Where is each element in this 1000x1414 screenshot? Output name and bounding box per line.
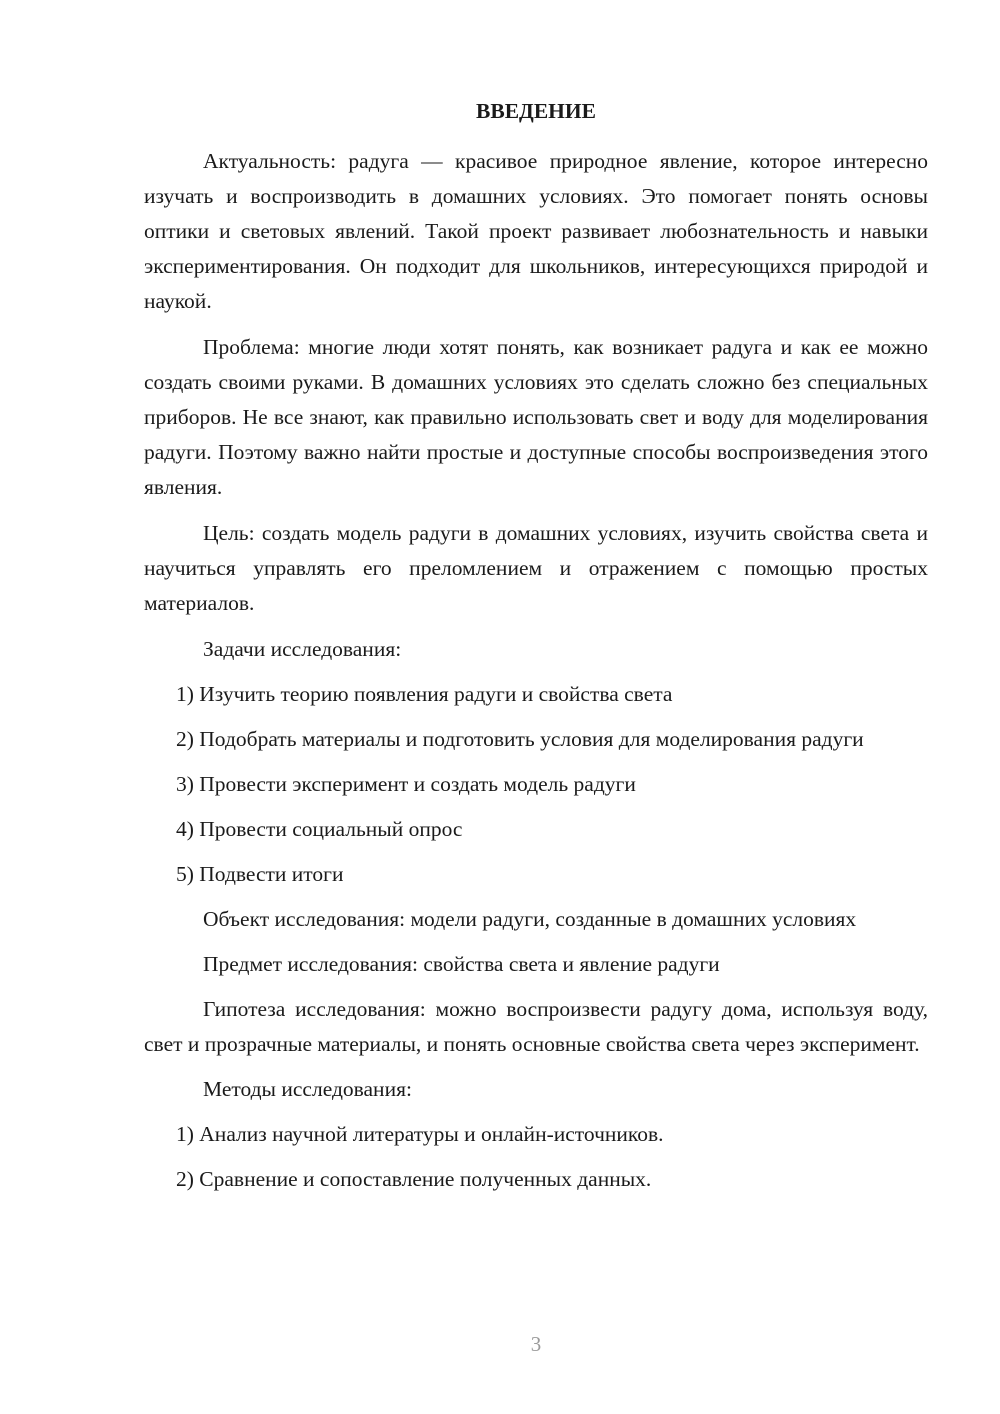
methods-heading: Методы исследования:	[203, 1077, 412, 1101]
goal-paragraph: Цель: создать модель радуги в домашних условиях, изучить свойства света и научиться управлять его преломлением и отражением с помощью простых материалов.	[144, 521, 928, 615]
object-paragraph: Объект исследования: модели радуги, созданные в домашних условиях	[203, 907, 857, 931]
section-title: ВВЕДЕНИЕ	[476, 99, 596, 123]
task-item: 5) Подвести итоги	[176, 862, 344, 886]
task-item: 4) Провести социальный опрос	[176, 817, 463, 841]
document-page	[144, 96, 928, 1197]
task-item: 2) Подобрать материалы и подготовить условия для моделирования радуги	[176, 727, 864, 751]
subject-paragraph: Предмет исследования: свойства света и явление радуги	[203, 952, 720, 976]
relevance-paragraph: Актуальность: радуга — красивое природное явление, которое интересно изучать и воспроизводить в домашних условиях. Это помогает понять основы оптики и световых явлений. Такой проект развивает любознательность и навыки экспериментирования. Он подходит для школьников, интересующихся природой и наукой.	[144, 149, 928, 313]
task-item: 3) Провести эксперимент и создать модель радуги	[176, 772, 636, 796]
method-item: 1) Анализ научной литературы и онлайн-источников.	[176, 1122, 664, 1146]
tasks-heading: Задачи исследования:	[203, 637, 402, 661]
method-item: 2) Сравнение и сопоставление полученных данных.	[176, 1167, 652, 1191]
hypothesis-paragraph: Гипотеза исследования: можно воспроизвести радугу дома, используя воду, свет и прозрачные материалы, и понять основные свойства света через эксперимент.	[144, 997, 928, 1056]
task-item: 1) Изучить теорию появления радуги и свойства света	[176, 682, 673, 706]
problem-paragraph: Проблема: многие люди хотят понять, как возникает радуга и как ее можно создать своими руками. В домашних условиях это сделать сложно без специальных приборов. Не все знают, как правильно использовать свет и воду для моделирования радуги. Поэтому важно найти простые и доступные способы воспроизведения этого явления.	[144, 335, 928, 499]
page-number: 3	[530, 1332, 542, 1356]
